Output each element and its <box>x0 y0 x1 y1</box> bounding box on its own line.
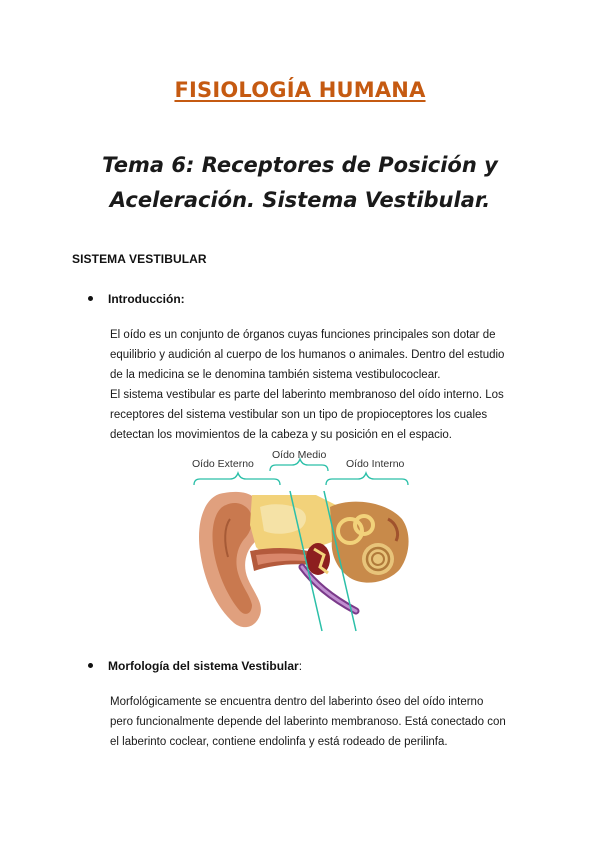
paragraph-line: El sistema vestibular es parte del laberinto membranoso del oído interno. Los <box>110 389 504 401</box>
intro-paragraph <box>110 325 530 445</box>
document-subtitle <box>0 148 600 218</box>
paragraph-line: El oído es un conjunto de órganos cuyas funciones principales son dotar de <box>110 329 496 341</box>
bullet-label: Morfología del sistema Vestibular <box>108 659 299 673</box>
bullet-colon: : <box>298 659 303 673</box>
paragraph-line: receptores del sistema vestibular son un tipo de propioceptores los cuales <box>110 409 488 421</box>
paragraph-line: el laberinto coclear, contiene endolinfa y está rodeado de perilinfa. <box>110 736 448 748</box>
paragraph-line: detectan los movimientos de la cabeza y su posición en el espacio. <box>110 429 453 441</box>
bullet-dot-icon <box>88 296 93 301</box>
paragraph-line: equilibrio y audición al cuerpo de los humanos o animales. Dentro del estudio <box>110 349 505 361</box>
paragraph-line: pero funcionalmente depende del laberinto membranoso. Está conectado con <box>110 716 506 728</box>
ear-anatomy-figure <box>190 447 418 633</box>
label-oido-medio: Oído Medio <box>272 449 327 461</box>
section-heading: SISTEMA VESTIBULAR <box>72 252 207 266</box>
bullet-label: Introducción: <box>108 292 185 306</box>
bullet-introduccion <box>88 292 185 306</box>
document-title: FISIOLOGÍA HUMANA <box>174 78 426 102</box>
bullet-morfologia <box>88 659 302 673</box>
paragraph-line: Morfológicamente se encuentra dentro del laberinto óseo del oído interno <box>110 696 484 708</box>
subtitle-line-2: Aceleración. Sistema Vestibular. <box>109 188 491 212</box>
label-oido-interno: Oído Interno <box>346 458 405 470</box>
subtitle-line-1: Tema 6: Receptores de Posición y <box>102 153 498 177</box>
morphology-paragraph <box>110 692 530 752</box>
bullet-dot-icon <box>88 663 93 668</box>
label-oido-externo: Oído Externo <box>192 458 254 470</box>
paragraph-line: de la medicina se le denomina también sistema vestibulococlear. <box>110 369 441 381</box>
